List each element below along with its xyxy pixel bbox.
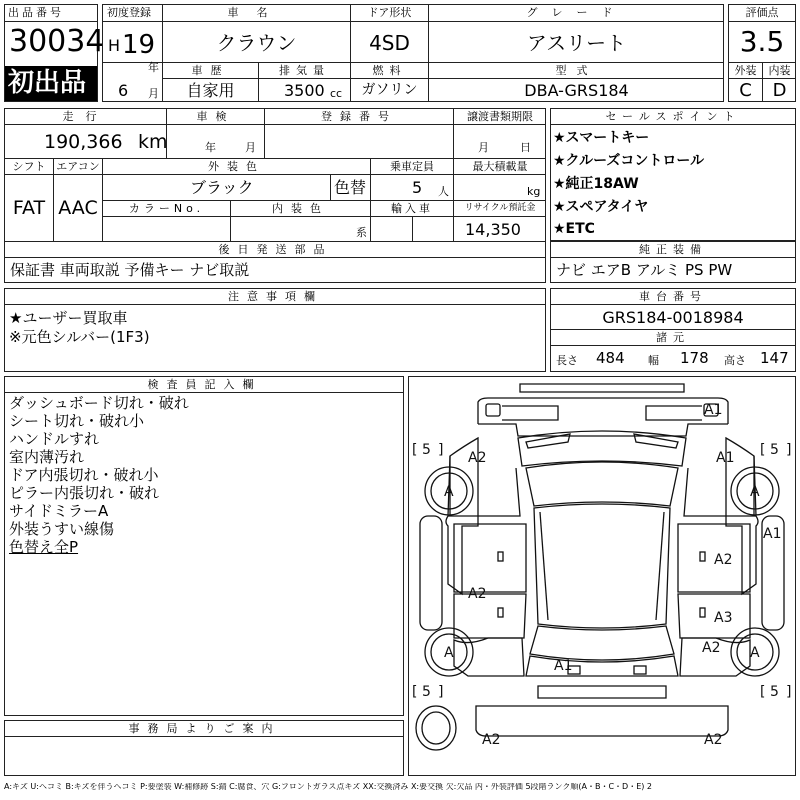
notes-label: 注意事項欄 (228, 290, 323, 303)
inspector-line-9: 色替え全P (9, 538, 79, 556)
reg-month-unit: 月 (148, 87, 159, 100)
inspector-line-8: 外装うすい線傷 (9, 520, 115, 538)
capacity: 5 (412, 178, 423, 197)
mark-a3-right-rear-door: A3 (714, 610, 733, 626)
svg-text:[: [ (760, 442, 766, 458)
specs-label: 諸元 (656, 331, 690, 344)
sales-points-label: セールスポイント (605, 110, 741, 123)
interior-color-label: 内装色 (272, 202, 329, 215)
grade-label: グレード (526, 6, 627, 19)
ac-label: エアコン (56, 160, 100, 173)
repaint-label: 色替 (334, 178, 367, 197)
mark-a2-rear-left: A2 (482, 732, 501, 748)
score-label: 評価点 (745, 6, 779, 19)
equipment-label: 純正装備 (639, 243, 707, 256)
inspection-label: 車検 (196, 110, 235, 123)
svg-text:]: ] (438, 684, 444, 700)
mark-a2-left-rear-door: A2 (468, 586, 487, 602)
mark-a2-right-front-door: A2 (714, 552, 733, 568)
note-line-1: ★ユーザー買取車 (9, 309, 128, 327)
inspector-line-4: 室内薄汚れ (9, 448, 85, 466)
grade: アスリート (526, 31, 627, 55)
mark-a-left-front-wheel: A (444, 484, 454, 500)
shift: FAT (12, 197, 46, 219)
inspector-line-7: サイドミラーA (9, 502, 109, 520)
later-parts-label: 後日発送部品 (218, 243, 333, 256)
inspector-line-6: ピラー内張切れ・破れ (9, 484, 160, 502)
mark-a1-front-bumper: A1 (704, 402, 723, 418)
office-label: 事務局よりご案内 (128, 722, 281, 735)
tire-depth-left-rear: 5 (422, 684, 431, 700)
ac: AAC (58, 197, 98, 219)
exterior-grade: C (739, 80, 752, 101)
mark-a1-right-fender: A1 (716, 450, 735, 466)
mark-a-right-rear-wheel: A (750, 645, 760, 661)
shift-label: シフト (12, 160, 46, 173)
sales-point-1: ★スマートキー (553, 130, 650, 146)
svg-text:[: [ (412, 442, 418, 458)
displacement-unit: cc (330, 87, 343, 100)
svg-text:[: [ (412, 684, 418, 700)
svg-text:]: ] (438, 442, 444, 458)
door-label: ドア形状 (367, 6, 412, 19)
tire-depth-right-front: 5 (770, 442, 779, 458)
model-label: 型式 (555, 64, 598, 77)
era: H (108, 36, 121, 55)
car-name-label: 車名 (227, 6, 286, 19)
door-type: 4SD (369, 31, 410, 55)
reg-year-unit: 年 (148, 61, 159, 74)
inspector-line-3: ハンドルすれ (9, 430, 100, 448)
plate-label: 登録番号 (321, 110, 397, 123)
car-name: クラウン (216, 31, 297, 55)
exterior-label: 外装 (734, 64, 757, 77)
displacement-label: 排気量 (279, 64, 330, 77)
import-label: 輸入車 (391, 202, 433, 215)
mark-a1-right-pillar: A1 (763, 526, 782, 542)
mark-a2-rear-right: A2 (704, 732, 723, 748)
load-label: 最大積載量 (472, 160, 528, 173)
first-listing-label: 初出品 (8, 68, 87, 98)
transfer-label: 譲渡書類期限 (467, 110, 533, 123)
legend: A:キズ U:ヘコミ B:キズを伴うヘコミ P:要塗装 W:補修跡 S:錆 C:腐食、穴 G:フロントガラス点キズ XX:交換済み X:要交換 欠:欠品 内・外装評価 5段階ランク順(A・B・C・D・E) 2 (4, 783, 653, 791)
sales-point-4: ★スペアタイヤ (553, 199, 649, 215)
mark-a-left-rear-wheel: A (444, 645, 454, 661)
inspection-year-unit: 年 (205, 141, 216, 154)
recycle-label: リサイクル預託金 (464, 203, 536, 213)
mileage-label: 走行 (62, 110, 109, 123)
chassis-number: GRS184-0018984 (602, 308, 744, 327)
svg-text:]: ] (786, 442, 792, 458)
transfer-month-unit: 月 (478, 141, 489, 154)
svg-text:[: [ (760, 684, 766, 700)
load-unit: kg (527, 185, 541, 198)
reg-label: 初度登録 (107, 6, 151, 19)
lot-label: 出品番号 (8, 6, 64, 19)
transfer-day-unit: 日 (520, 141, 531, 154)
inspector-line-2: シート切れ・破れ小 (9, 412, 145, 430)
capacity-unit: 人 (438, 185, 449, 198)
reg-year: 19 (122, 30, 156, 60)
tire-depth-right-rear: 5 (770, 684, 779, 700)
later-parts: 保証書 車両取説 予備キー ナビ取説 (10, 261, 250, 279)
displacement: 3500 (284, 81, 325, 100)
fuel-label: 燃料 (372, 64, 407, 77)
inspector-line-1: ダッシュボード切れ・破れ (9, 394, 189, 412)
history-label: 車歴 (191, 64, 230, 77)
note-line-2: ※元色シルバー(1F3) (9, 328, 150, 346)
length-label: 長さ (556, 354, 578, 367)
inspector-label: 検査員記入欄 (147, 378, 262, 391)
history: 自家用 (186, 81, 235, 100)
interior-label: 内装 (768, 64, 791, 77)
mileage-unit: km (138, 131, 168, 153)
mark-a1-trunk: A1 (554, 658, 573, 674)
color: ブラック (190, 178, 254, 197)
inspection-month-unit: 月 (245, 141, 256, 154)
color-label: 外装色 (208, 160, 265, 173)
length: 484 (596, 349, 625, 367)
reg-month: 6 (118, 81, 129, 100)
equipment: ナビ エアB アルミ PS PW (556, 261, 733, 279)
chassis-label: 車台番号 (639, 290, 707, 303)
car-diagram (408, 376, 796, 776)
tire-depth-left-front: 5 (422, 442, 431, 458)
recycle: 14,350 (465, 220, 521, 239)
interior-grade: D (772, 80, 787, 101)
mark-a2-right-quarter: A2 (702, 640, 721, 656)
sales-point-5: ★ETC (553, 221, 595, 237)
model: DBA-GRS184 (524, 81, 629, 100)
height: 147 (760, 349, 789, 367)
mileage: 190,366 (44, 131, 123, 153)
width: 178 (680, 349, 709, 367)
interior-color-unit: 系 (356, 226, 367, 239)
inspector-line-5: ドア内張切れ・破れ小 (9, 466, 159, 484)
sales-point-3: ★純正18AW (553, 176, 639, 192)
width-label: 幅 (648, 354, 659, 367)
score: 3.5 (739, 25, 785, 58)
mark-a2-left-fender: A2 (468, 450, 487, 466)
mark-a-right-front-wheel: A (750, 484, 760, 500)
fuel: ガソリン (361, 82, 418, 98)
height-label: 高さ (724, 354, 746, 367)
sales-point-2: ★クルーズコントロール (553, 153, 705, 169)
svg-text:]: ] (786, 684, 792, 700)
color-no-label: カラーNo. (128, 202, 205, 215)
capacity-label: 乗車定員 (390, 160, 434, 173)
lot-number: 30034 (9, 24, 105, 59)
